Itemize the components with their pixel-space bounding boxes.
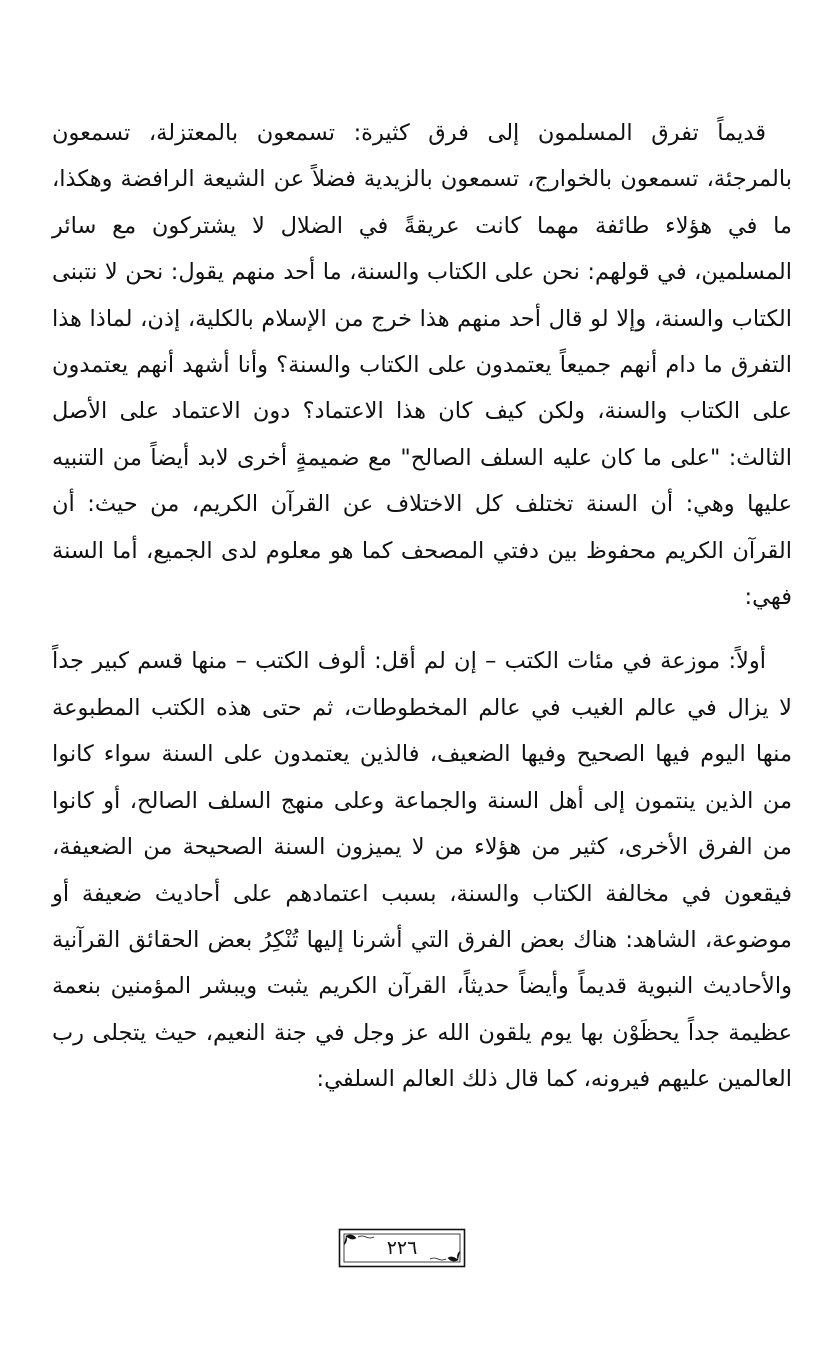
page-number: ٢٢٦ [386,1237,418,1259]
paragraph-1: قديماً تفرق المسلمون إلى فرق كثيرة: تسمعون بالمعتزلة، تسمعون بالمرجئة، تسمعون بالخوارج، تسمعون بالزيدية فضلاً عن الشيعة الرافضة وهكذا، ما في هؤلاء طائفة مهما كانت عريقةً في الضلال لا يشتركون مع سائر المسلمين، في قولهم: نحن على الكتاب والسنة، ما أحد منهم يقول: نحن لا نتبنى الكتاب والسنة، وإلا لو قال أحد منهم هذا خرج من الإسلام بالكلية، إذن، لماذا هذا التفرق ما دام أنهم جميعاً يعتمدون على الكتاب والسنة؟ وأنا أشهد أنهم يعتمدون على الكتاب والسنة، ولكن كيف كان هذا الاعتماد؟ دون الاعتماد على الأصل الثالث: "على ما كان عليه السلف الصالح" مع ضميمةٍ أخرى لابد أيضاً من التنبيه عليها وهي: أن السنة تختلف كل الاختلاف عن القرآن الكريم، من حيث: أن القرآن الكريم محفوظ بين دفتي المصحف كما هو معلوم لدى الجميع، أما السنة فهي: [52,120,792,611]
paragraph-2: أولاً: موزعة في مئات الكتب – إن لم أقل: ألوف الكتب – منها قسم كبير جداً لا يزال في عالم الغيب في عالم المخطوطات، ثم حتى هذه الكتب المطبوعة منها اليوم فيها الصحيح وفيها الضعيف، فالذين يعتمدون على السنة سواء كانوا من الذين ينتمون إلى أهل السنة والجماعة وعلى منهج السلف الصالح، أو كانوا من الفرق الأخرى، كثير من هؤلاء من لا يميزون السنة الصحيحة من الضعيفة، فيقعون في مخالفة الكتاب والسنة، بسبب اعتمادهم على أحاديث ضعيفة أو موضوعة، الشاهد: هناك بعض الفرق التي أشرنا إليها تُنْكِرُ بعض الحقائق القرآنية والأحاديث النبوية قديماً وأيضاً حديثاً، القرآن الكريم يثبت ويبشر المؤمنين بنعمة عظيمة جداً يحظَوْن بها يوم يلقون الله عز وجل في جنة النعيم، حيث يتجلى رب العالمين عليهم فيرونه، كما قال ذلك العالم السلفي: [52,648,792,1093]
page-body [52,110,792,1103]
page-number-frame [338,1228,466,1268]
